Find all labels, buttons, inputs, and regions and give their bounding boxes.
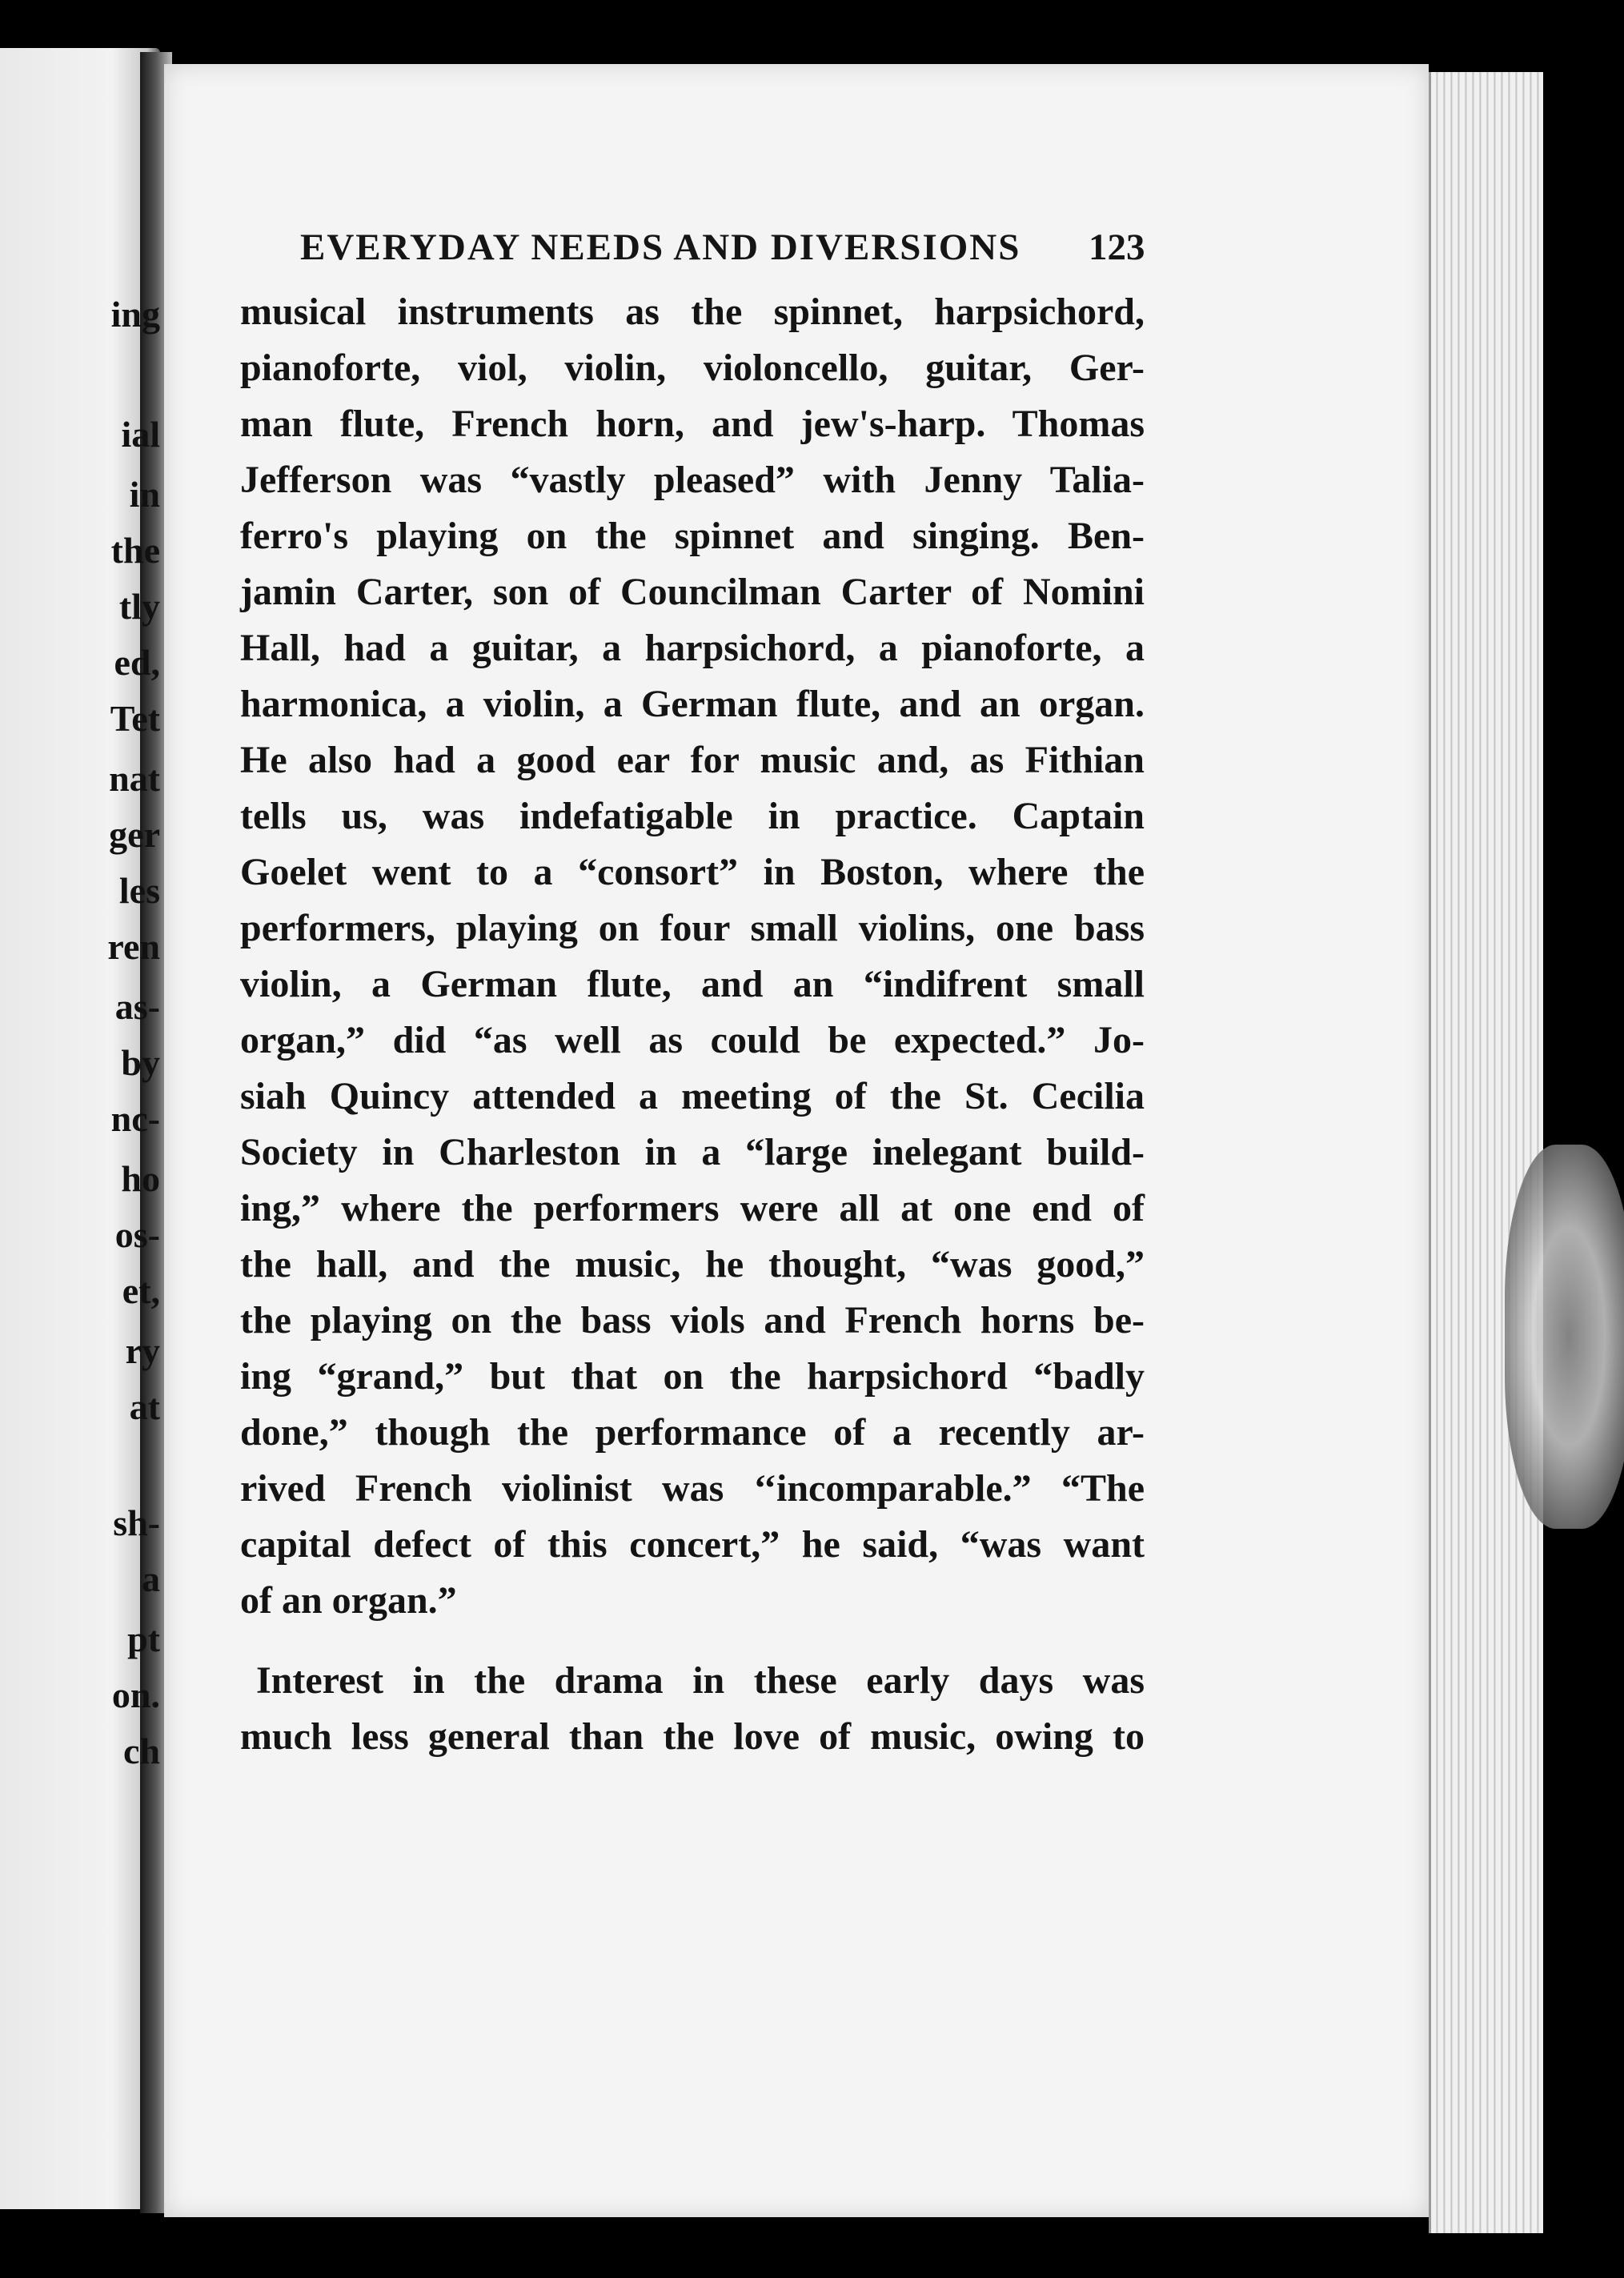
previous-page-fragment: tly	[118, 586, 160, 627]
previous-page-fragment: nc-	[110, 1098, 160, 1139]
previous-page-fragment: ren	[107, 926, 160, 967]
text-line: Interest in the drama in these early days was	[256, 1659, 1145, 1702]
previous-page-fragment: by	[121, 1042, 160, 1083]
previous-page-fragment: ry	[125, 1330, 160, 1371]
text-line: Hall, had a guitar, a harpsichord, a pianoforte, a	[240, 627, 1145, 669]
previous-page-fragment: pt	[127, 1618, 160, 1659]
previous-page-fragment: on.	[111, 1674, 160, 1715]
previous-page-fragment: les	[118, 870, 160, 911]
previous-page-fragment: ch	[123, 1731, 160, 1771]
previous-page-fragment: ed,	[114, 642, 160, 683]
previous-page-fragment: in	[129, 474, 160, 515]
text-line: He also had a good ear for music and, as Fithian	[240, 739, 1145, 781]
previous-page-fragment: a	[142, 1558, 160, 1599]
text-line: performers, playing on four small violins, one bass	[240, 907, 1145, 949]
previous-page-fragment: os-	[114, 1214, 160, 1255]
previous-page-fragment: nat	[109, 758, 160, 799]
text-line: Goelet went to a “consort” in Boston, where the	[240, 851, 1145, 893]
text-line: man flute, French horn, and jew's-harp. Thomas	[240, 403, 1145, 445]
previous-page-fragment: ing	[110, 294, 160, 335]
previous-page-fragment: the	[110, 530, 160, 571]
text-line: organ,” did “as well as could be expected.” Jo-	[240, 1019, 1145, 1061]
text-line: the playing on the bass viols and French horns be-	[240, 1299, 1145, 1342]
previous-page-fragment: et,	[122, 1270, 160, 1311]
previous-page-fragment: at	[129, 1386, 160, 1427]
text-line: violin, a German flute, and an “indifrent small	[240, 963, 1145, 1005]
previous-page-fragment: ger	[109, 814, 160, 855]
text-line: done,” though the performance of a recently ar-	[240, 1411, 1145, 1454]
previous-page-fragment: ial	[121, 414, 160, 455]
text-line: tells us, was indefatigable in practice. Captain	[240, 795, 1145, 837]
page-number: 123	[1089, 227, 1145, 268]
text-line: of an organ.”	[240, 1579, 457, 1622]
previous-page-fragment: as-	[114, 986, 160, 1027]
previous-page-fragment: Tet	[110, 698, 160, 739]
text-line: pianoforte, viol, violin, violoncello, guitar, Ger-	[240, 347, 1145, 389]
text-line: the hall, and the music, he thought, “was good,”	[240, 1243, 1145, 1285]
text-line: Jefferson was “vastly pleased” with Jenny Talia-	[240, 459, 1145, 501]
text-line: jamin Carter, son of Councilman Carter of Nomini	[240, 571, 1145, 613]
text-line: musical instruments as the spinnet, harpsichord,	[240, 291, 1145, 333]
text-line: much less general than the love of music, owing to	[240, 1715, 1145, 1758]
text-line: ing “grand,” but that on the harpsichord “badly	[240, 1355, 1145, 1398]
text-line: Society in Charleston in a “large inelegant build-	[240, 1131, 1145, 1173]
text-line: ferro's playing on the spinnet and singing. Ben-	[240, 515, 1145, 557]
previous-page-fragment: ho	[121, 1158, 160, 1199]
text-line: harmonica, a violin, a German flute, and an organ.	[240, 683, 1145, 725]
page-edge-stain	[1505, 1145, 1624, 1529]
text-line: rived French violinist was ‘‘incomparable.” “The	[240, 1467, 1145, 1510]
text-line: ing,” where the performers were all at one end of	[240, 1187, 1145, 1229]
page-stack-edge	[1429, 72, 1543, 2233]
text-line: siah Quincy attended a meeting of the St. Cecilia	[240, 1075, 1145, 1117]
previous-page-fragment: sh-	[113, 1502, 160, 1543]
text-line: capital defect of this concert,” he said, “was want	[240, 1523, 1145, 1566]
running-header: EVERYDAY NEEDS AND DIVERSIONS	[300, 227, 1021, 268]
